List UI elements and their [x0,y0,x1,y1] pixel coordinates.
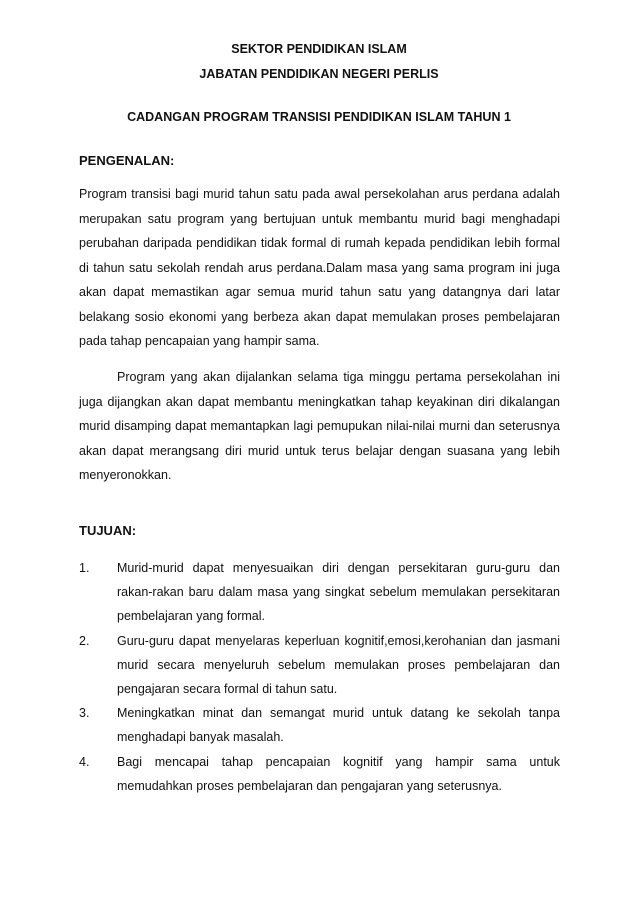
list-item-text: Murid-murid dapat menyesuaikan diri dengan persekitaran guru-guru dan rakan-rakan baru dalam masa yang singkat sebelum memulakan persekitaran pembelajaran yang formal. [117,561,560,624]
list-item [79,629,560,702]
list-item-text: Guru-guru dapat menyelaras keperluan kognitif,emosi,kerohanian dan jasmani murid secara menyeluruh sebelum memulakan proses pembelajaran dan pengajaran secara formal di tahun satu. [117,633,560,697]
list-item-number: 1. [79,561,90,575]
document-title: CADANGAN PROGRAM TRANSISI PENDIDIKAN ISLAM TAHUN 1 [127,110,511,124]
tujuan-heading: TUJUAN: [79,523,137,538]
list-item-number: 2. [79,633,90,648]
pengenalan-heading: PENGENALAN: [79,153,175,168]
list-item [79,556,560,629]
pengenalan-paragraph-2: Program yang akan dijalankan selama tiga minggu pertama persekolahan ini juga dijangkan akan dapat membantu meningkatkan tahap keyakinan diri dikalangan murid disamping dapat memantapkan lagi pemupukan nilai-nilai murni dan seterusnya akan dapat merangsang diri murid untuk terus belajar dengan suasana yang lebih menyeronokkan. [79,370,560,482]
tujuan-list [79,556,560,798]
list-item-number: 4. [79,754,90,769]
sector-heading: SEKTOR PENDIDIKAN ISLAM [231,42,407,56]
list-item [79,701,560,749]
list-item-text: Meningkatkan minat dan semangat murid untuk datang ke sekolah tanpa menghadapi banyak masalah. [117,706,560,745]
list-item-number: 3. [79,706,90,721]
department-heading: JABATAN PENDIDIKAN NEGERI PERLIS [199,67,439,81]
list-item-text: Bagi mencapai tahap pencapaian kognitif yang hampir sama untuk memudahkan proses pembelajaran dan pengajaran yang seterusnya. [117,754,560,793]
list-item [79,750,560,798]
pengenalan-paragraph-1: Program transisi bagi murid tahun satu pada awal persekolahan arus perdana adalah merupakan satu program yang bertujuan untuk membantu murid bagi menghadapi perubahan daripada pendidikan tidak formal di rumah kepada pendidikan lebih formal di tahun satu sekolah rendah arus perdana.Dalam masa yang sama program ini juga akan dapat memastikan agar semua murid tahun satu yang datangnya dari latar belakang sosio ekonomi yang berbeza akan dapat memulakan proses pembelajaran pada tahap pencapaian yang hampir sama. [79,187,560,348]
